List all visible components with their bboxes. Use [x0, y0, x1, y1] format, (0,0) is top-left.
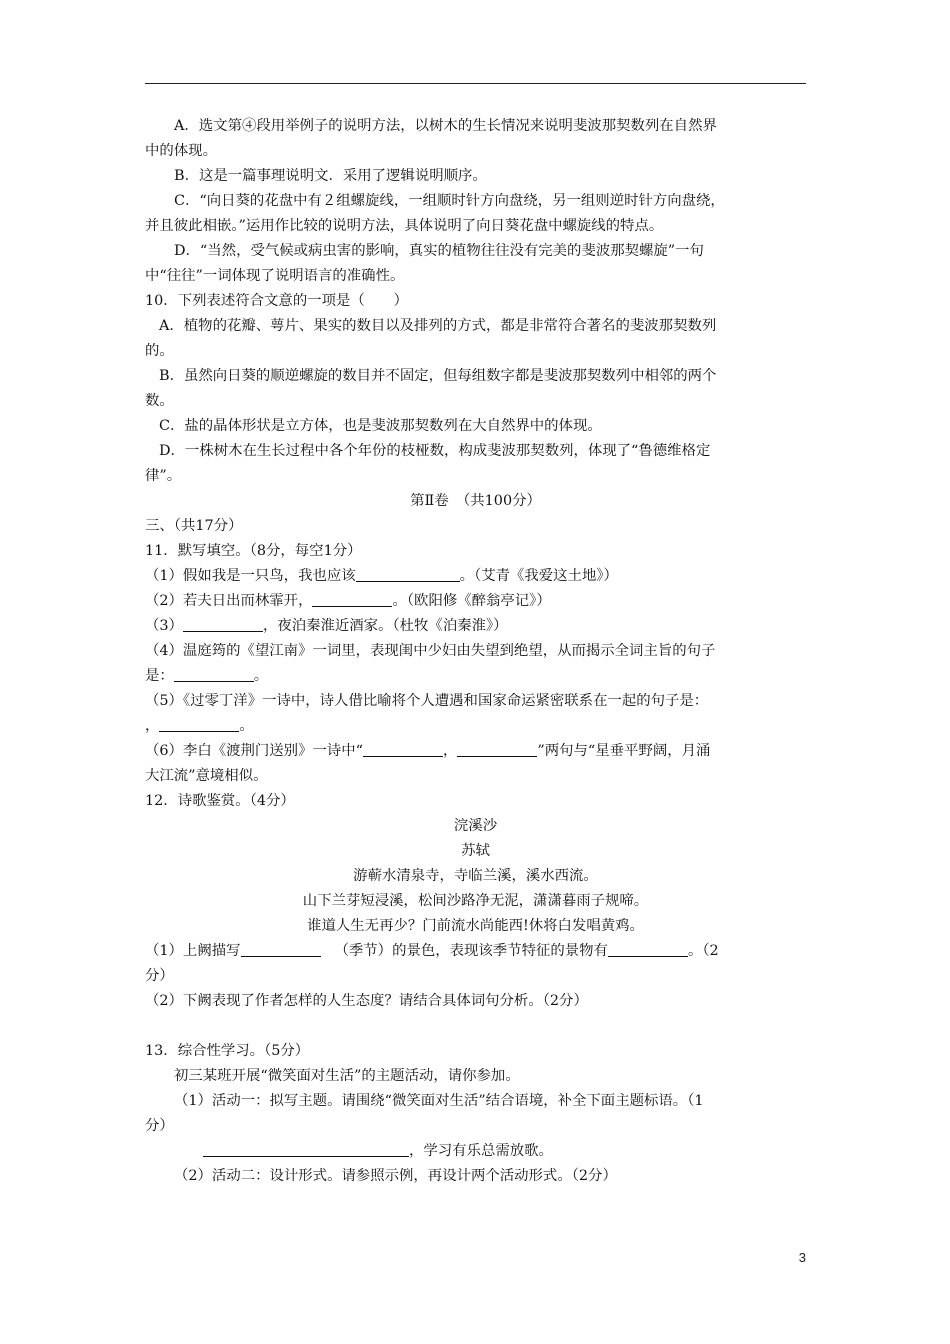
q11-stem: 11．默写填空。（8分，每空1分） [145, 543, 362, 559]
answer-blank[interactable] [159, 716, 239, 732]
answer-blank[interactable] [174, 666, 254, 682]
q11-item-1 [145, 564, 806, 589]
answer-blank[interactable] [363, 741, 443, 757]
q11-item-1-text: （1）假如我是一只鸟，我也应该 [145, 568, 356, 584]
q13-activity-1-cont: 分） [145, 1118, 174, 1134]
q9-option-b: B．这是一篇事理说明文．采用了逻辑说明顺序。 [174, 168, 487, 184]
q12-sub1-text-b: （季节）的景色，表现该季节特征的景物有 [334, 943, 608, 959]
q9-option-a-cont: 中的体现。 [145, 143, 217, 159]
q11-item-4-end: 。 [253, 668, 269, 684]
q13-intro: 初三某班开展“微笑面对生活”的主题活动，请你参加。 [174, 1068, 520, 1084]
q11-item-2 [145, 589, 806, 614]
q9-option-c: C．“向日葵的花盘中有２组螺旋线，一组顺时针方向盘绕，另一组则逆时针方向盘绕， [174, 193, 725, 209]
q13-slogan-line [145, 1139, 806, 1164]
q11-item-4: （4）温庭筠的《望江南》一词里，表现闺中少妇由失望到绝望，从而揭示全词主旨的句子 [145, 643, 716, 659]
header-rule [145, 83, 806, 84]
answer-blank[interactable] [312, 591, 392, 607]
q11-item-3 [145, 614, 806, 639]
answer-blank[interactable] [241, 941, 321, 957]
q11-item-6-text-b: ”两句与“星垂平野阔，月涌 [537, 743, 711, 759]
q11-item-3-label: （3） [145, 618, 183, 634]
q10-option-d-cont: 律”。 [145, 468, 182, 484]
page-content [145, 114, 806, 1189]
q11-item-1-source: 。（艾青《我爱这土地》） [459, 568, 618, 584]
q12-subquestion-1-cont: 分） [145, 968, 174, 984]
q10-option-d: D．一株树木在生长过程中各个年份的枝桠数，构成斐波那契数列，体现了“鲁德维格定 [159, 443, 711, 459]
q11-item-6-sep: ， [442, 743, 458, 759]
q11-item-6-cont: 大江流”意境相似。 [145, 768, 268, 784]
q12-stem: 12．诗歌鉴赏。（4分） [145, 793, 295, 809]
answer-space[interactable] [145, 1014, 806, 1039]
q9-option-c-cont: 并且彼此相嵌。”运用作比较的说明方法，具体说明了向日葵花盘中螺旋线的特点。 [145, 218, 664, 234]
q10-option-b: B．虽然向日葵的顺逆螺旋的数目并不固定，但每组数字都是斐波那契数列中相邻的两个 [159, 368, 717, 384]
answer-blank[interactable] [457, 741, 537, 757]
q12-sub1-text: （1）上阙描写 [145, 943, 241, 959]
poem-title: 浣溪沙 [453, 818, 498, 834]
poem-author: 苏轼 [461, 843, 490, 859]
poem-line: 谁道人生无再少？门前流水尚能西!休将白发唱黄鸡。 [307, 918, 644, 934]
answer-blank[interactable] [356, 566, 460, 582]
q12-subquestion-2: （2）下阙表现了作者怎样的人生态度？请结合具体词句分析。（2分） [145, 993, 588, 1009]
page-number: 3 [798, 1250, 806, 1265]
answer-blank[interactable] [183, 616, 263, 632]
q9-option-d: D．“当然，受气候或病虫害的影响，真实的植物往往没有完美的斐波那契螺旋”一句 [174, 243, 704, 259]
part2-title: 第Ⅱ卷 （共100分） [410, 493, 541, 509]
q12-subquestion-1 [145, 939, 806, 964]
q10-option-a-cont: 的。 [145, 343, 174, 359]
q13-activity-1: （1）活动一：拟写主题。请围绕“微笑面对生活”结合语境，补全下面主题标语。（1 [174, 1093, 704, 1109]
q10-stem: 10．下列表述符合文意的一项是（ ） [145, 293, 408, 309]
q11-item-4-cont [145, 664, 806, 689]
q11-item-5: （5）《过零丁洋》一诗中，诗人借比喻将个人遭遇和国家命运紧密联系在一起的句子是： [145, 693, 709, 709]
q9-option-a: A．选文第④段用举例子的说明方法，以树木的生长情况来说明斐波那契数列在自然界 [174, 118, 717, 134]
poem-line: 游蕲水清泉寺，寺临兰溪，溪水西流。 [353, 868, 598, 884]
poem-line: 山下兰芽短浸溪，松间沙路净无泥，潇潇暮雨子规啼。 [302, 893, 649, 909]
q13-slogan: ，学习有乐总需放歌。 [409, 1143, 553, 1159]
q10-option-a: A．植物的花瓣、萼片、果实的数目以及排列的方式，都是非常符合著名的斐波那契数列 [159, 318, 717, 334]
q11-item-3-text: ，夜泊秦淮近酒家。（杜牧《泊秦淮》） [262, 618, 508, 634]
q11-item-5-comma: ， [145, 718, 160, 734]
q11-item-6 [145, 739, 806, 764]
q11-item-2-source: 。（欧阳修《醉翁亭记》） [392, 593, 551, 609]
section3-heading: 三、（共17分） [145, 518, 243, 534]
q9-option-d-cont: 中“往往”一词体现了说明语言的准确性。 [145, 268, 405, 284]
q12-sub1-score: 。（2 [687, 943, 719, 959]
q13-activity-2: （2）活动二：设计形式。请参照示例，再设计两个活动形式。（2分） [174, 1168, 617, 1184]
q11-item-6-text: （6）李白《渡荆门送别》一诗中“ [145, 743, 363, 759]
q11-item-2-text: （2）若夫日出而林霏开， [145, 593, 313, 609]
q11-item-5-end: 。 [239, 718, 254, 734]
q11-item-4-prefix: 是： [145, 668, 174, 684]
q10-option-b-cont: 数。 [145, 393, 174, 409]
answer-blank[interactable] [203, 1141, 409, 1157]
q13-stem: 13．综合性学习。（5分） [145, 1043, 310, 1059]
q11-item-5-cont [145, 714, 806, 739]
q10-option-c: C．盐的晶体形状是立方体，也是斐波那契数列在大自然界中的体现。 [159, 418, 602, 434]
answer-blank[interactable] [608, 941, 688, 957]
